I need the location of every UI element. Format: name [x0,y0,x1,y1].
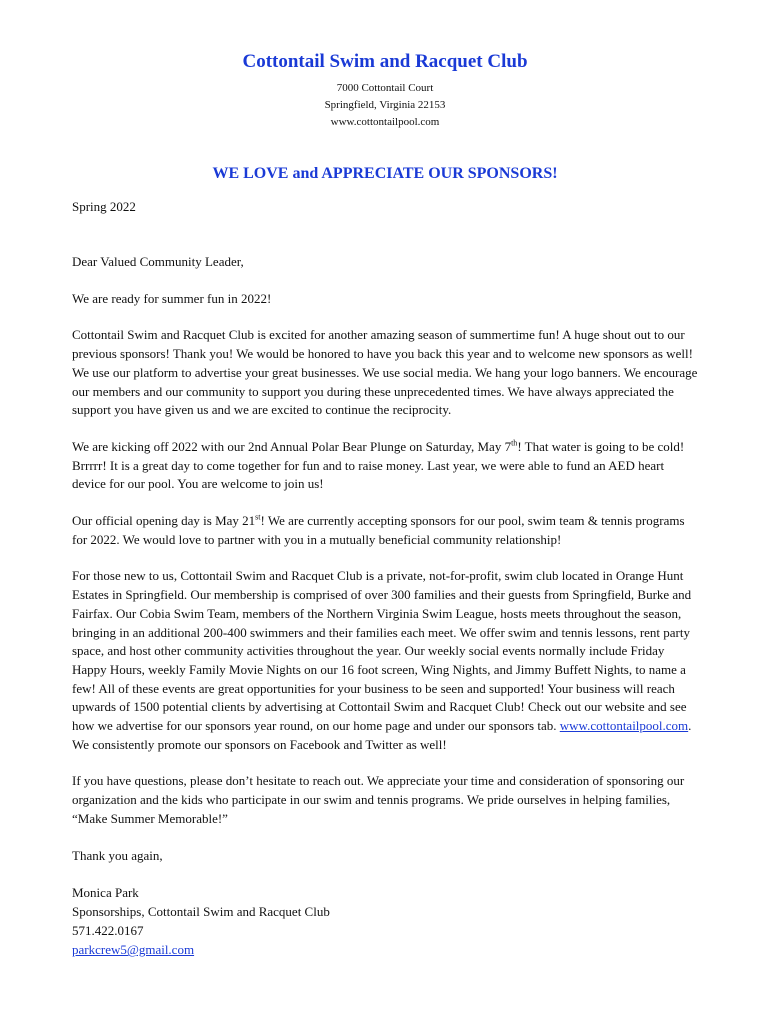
letterhead-website: www.cottontailpool.com [330,116,440,128]
intro-paragraph: We are ready for summer fun in 2022! [72,290,272,306]
signer-name: Monica Park [72,885,139,901]
club-name: Cottontail Swim and Racquet Club [242,51,528,72]
letter-date: Spring 2022 [72,199,136,214]
paragraph-4 [72,567,698,754]
paragraph-5: If you have questions, please don’t hesitate to reach out. We appreciate your time and consideration of sponsoring our organization and the kids who participate in our swim and tennis programs. We pride ourselves in helping families, “Make Summer Memorable!” [72,773,685,826]
signer-email-line [72,940,698,959]
ordinal-suffix: st [255,512,261,522]
email-link[interactable]: parkcrew5@gmail.com [72,942,195,958]
signer-phone: 571.422.0167 [72,923,144,939]
paragraph-4-text-cont: . We consistently promote our sponsors on Facebook and Twitter as well! [72,718,692,752]
paragraph-3-text-cont: ! We are currently accepting sponsors for our pool, swim team & tennis programs for 2022. We would love to partner with you in a mutually beneficial community relationship! [72,513,685,547]
letter-page [72,48,698,959]
paragraph-1: Cottontail Swim and Racquet Club is excited for another amazing season of summertime fun! A huge shout out to our previous sponsors! Thank you! We would be honored to have you back this year and to welcome new sponsors as well! We use our platform to advertise your great businesses. We use social media. We hang your logo banners. We encourage our members and our community to support you during these unprecedented times. We have always appreciated the support you have given us and we are excited to continue the reciprocity. [72,327,698,418]
address-line-1: 7000 Cottontail Court [336,82,434,94]
closing: Thank you again, [72,847,163,863]
address-line-2: Springfield, Virginia 22153 [324,99,446,111]
paragraph-4-text: For those new to us, Cottontail Swim and Racquet Club is a private, not-for-profit, swim club located in Orange Hunt Estates in Springfield. Our membership is comprised of over 300 families and their guests from Springfield, Burke and Fairfax. Our Cobia Swim Team, members of the Northern Virginia Swim League, hosts meets throughout the season, bringing in an additional 200-400 swimmers and their families each meet. We offer swim and tennis lessons, rent party space, and host other community activities throughout the year. Our weekly social events normally include Friday Happy Hours, weekly Family Movie Nights on our 16 foot screen, Wing Nights, and Jimmy Buffett Nights, to name a few! All of these events are great opportunities for your business to be seen and supported! Your business will reach upwards of 1500 potential clients by advertising at Cottontail Swim and Racquet Club! Check out our website and see how we advertise for our sponsors year round, on our home page and under our sponsors tab. [72,568,692,734]
website-link[interactable]: www.cottontailpool.com [559,718,689,734]
ordinal-suffix: th [511,438,518,448]
signature-block [72,883,698,959]
signer-title: Sponsorships, Cottontail Swim and Racquet Club [72,904,330,920]
paragraph-3-text: Our official opening day is May 21 [72,513,256,529]
letterhead [72,50,698,131]
paragraph-2-text-cont: ! That water is going to be cold! Brrrrr! It is a great day to come together for fun and to raise money. Last year, we were able to fund an AED heart device for our pool. You are welcome to join us! [72,438,685,492]
paragraph-2 [72,438,698,494]
salutation: Dear Valued Community Leader, [72,254,244,269]
headline: WE LOVE and APPRECIATE OUR SPONSORS! [212,165,558,182]
paragraph-3 [72,512,698,549]
paragraph-2-text: We are kicking off 2022 with our 2nd Annual Polar Bear Plunge on Saturday, May 7 [72,438,512,454]
